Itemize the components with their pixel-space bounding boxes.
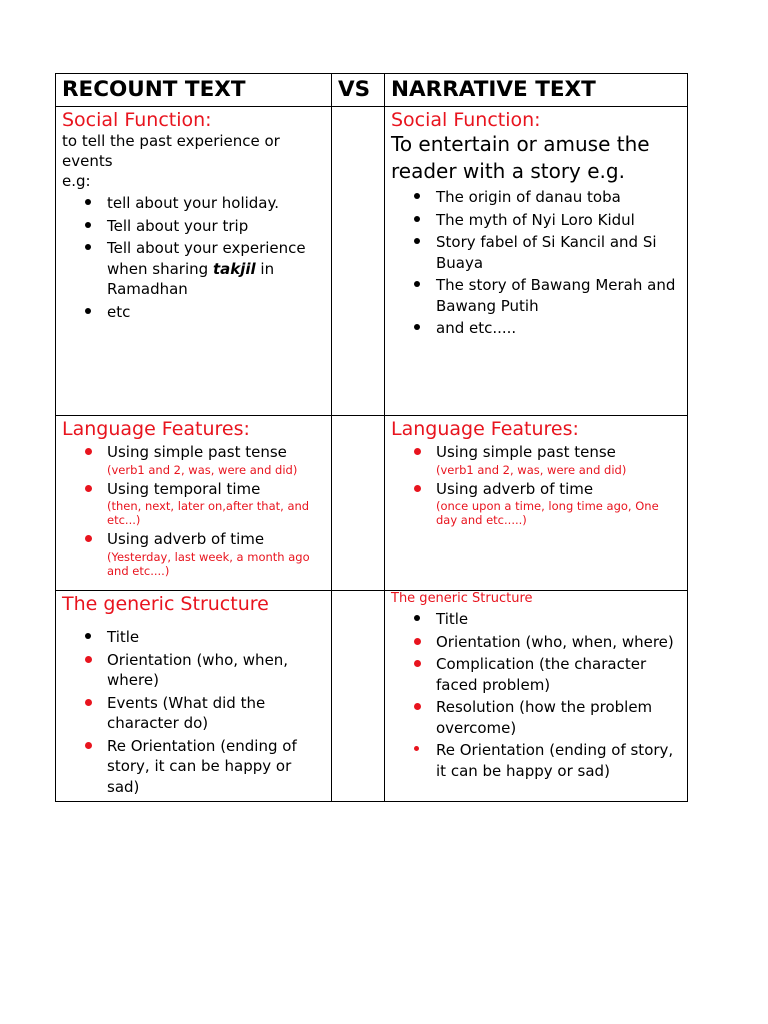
- list-item: Tell about your trip: [107, 216, 325, 237]
- header-row: [56, 74, 688, 107]
- bullet-icon: [414, 324, 420, 330]
- feature-note: (then, next, later on,after that, and etc...): [107, 499, 310, 527]
- vs-cell-structure: [332, 591, 385, 802]
- bullet-icon: [414, 281, 420, 287]
- list-item: Resolution (how the problem overcome): [436, 697, 681, 738]
- header-recount: RECOUNT TEXT: [56, 74, 332, 107]
- bullet-icon: [85, 308, 91, 314]
- narrative-language-title: Language Features:: [391, 418, 579, 440]
- recount-structure-list: [62, 627, 325, 797]
- recount-social-list: [62, 193, 325, 322]
- list-item: Title: [436, 609, 681, 630]
- bullet-icon: [414, 660, 421, 667]
- list-item: Using adverb of time (once upon a time, long time ago, One day and etc.....): [436, 479, 681, 528]
- list-item: Re Orientation (ending of story, it can be happy or sad): [436, 740, 681, 781]
- narrative-structure-title: The generic Structure: [391, 591, 533, 606]
- feature-note: (verb1 and 2, was, were and did): [436, 462, 627, 477]
- feature-note: (once upon a time, long time ago, One day and etc.....): [436, 499, 659, 527]
- list-item: The story of Bawang Merah and Bawang Putih: [436, 275, 681, 316]
- narrative-social-title: Social Function:: [391, 109, 541, 131]
- social-function-row: [56, 107, 688, 416]
- feature-note: (verb1 and 2, was, were and did): [107, 462, 298, 477]
- list-item: Using temporal time (then, next, later on,after that, and etc...): [107, 479, 325, 528]
- narrative-language-list: [391, 442, 681, 527]
- recount-language-title: Language Features:: [62, 418, 250, 440]
- bullet-icon: [85, 448, 92, 455]
- bullet-icon: [85, 656, 92, 663]
- header-vs: VS: [332, 74, 385, 107]
- narrative-structure-list: [391, 609, 681, 781]
- list-item: Complication (the character faced problem): [436, 654, 681, 695]
- recount-social-eg: e.g:: [62, 172, 91, 190]
- recount-social-cell: [56, 107, 332, 416]
- narrative-language-cell: [385, 416, 688, 591]
- bullet-icon: [414, 193, 420, 199]
- bullet-icon: [85, 633, 91, 639]
- list-item: The origin of danau toba: [436, 187, 681, 208]
- header-narrative: NARRATIVE TEXT: [385, 74, 688, 107]
- narrative-social-list: [391, 187, 681, 339]
- list-item: Story fabel of Si Kancil and Si Buaya: [436, 232, 681, 273]
- bullet-icon: [85, 485, 92, 492]
- recount-language-cell: [56, 416, 332, 591]
- bullet-icon: [85, 199, 91, 205]
- bullet-icon: [414, 638, 421, 645]
- list-item: Events (What did the character do): [107, 693, 325, 734]
- list-item: etc: [107, 302, 325, 323]
- list-item: and etc.....: [436, 318, 681, 339]
- narrative-structure-cell: [385, 591, 688, 802]
- language-features-row: [56, 416, 688, 591]
- list-item: Using simple past tense (verb1 and 2, was, were and did): [436, 442, 681, 477]
- bullet-icon: [85, 742, 92, 749]
- vs-cell-language: [332, 416, 385, 591]
- list-item: Orientation (who, when, where): [107, 650, 325, 691]
- bullet-icon: [85, 535, 92, 542]
- recount-language-list: [62, 442, 325, 578]
- vs-cell-social: [332, 107, 385, 416]
- list-item: Re Orientation (ending of story, it can be happy or sad): [107, 736, 325, 798]
- narrative-social-intro: To entertain or amuse the reader with a story e.g.: [391, 132, 650, 183]
- list-item: The myth of Nyi Loro Kidul: [436, 210, 681, 231]
- list-item: Using adverb of time (Yesterday, last week, a month ago and etc....): [107, 529, 325, 578]
- bullet-icon: [414, 703, 421, 710]
- bullet-icon: [414, 238, 420, 244]
- recount-structure-title: The generic Structure: [62, 593, 269, 615]
- recount-social-title: Social Function:: [62, 109, 212, 131]
- list-item: Using simple past tense (verb1 and 2, was, were and did): [107, 442, 325, 477]
- list-item: tell about your holiday.: [107, 193, 325, 214]
- bullet-icon: [85, 244, 91, 250]
- list-item: Tell about your experience when sharing takjil in Ramadhan: [107, 238, 325, 300]
- narrative-social-cell: [385, 107, 688, 416]
- feature-note: (Yesterday, last week, a month ago and etc....): [107, 549, 310, 578]
- list-item: Title: [107, 627, 325, 648]
- comparison-table: [55, 73, 688, 802]
- bullet-icon: [85, 222, 91, 228]
- bullet-icon: [414, 485, 421, 492]
- bullet-icon: [414, 216, 420, 222]
- bullet-icon: [414, 615, 420, 621]
- recount-structure-cell: [56, 591, 332, 802]
- recount-social-intro: to tell the past experience or events: [62, 132, 280, 170]
- generic-structure-row: [56, 591, 688, 802]
- list-item: Orientation (who, when, where): [436, 632, 681, 653]
- bullet-icon: [414, 746, 419, 751]
- bullet-icon: [85, 699, 92, 706]
- bullet-icon: [414, 448, 421, 455]
